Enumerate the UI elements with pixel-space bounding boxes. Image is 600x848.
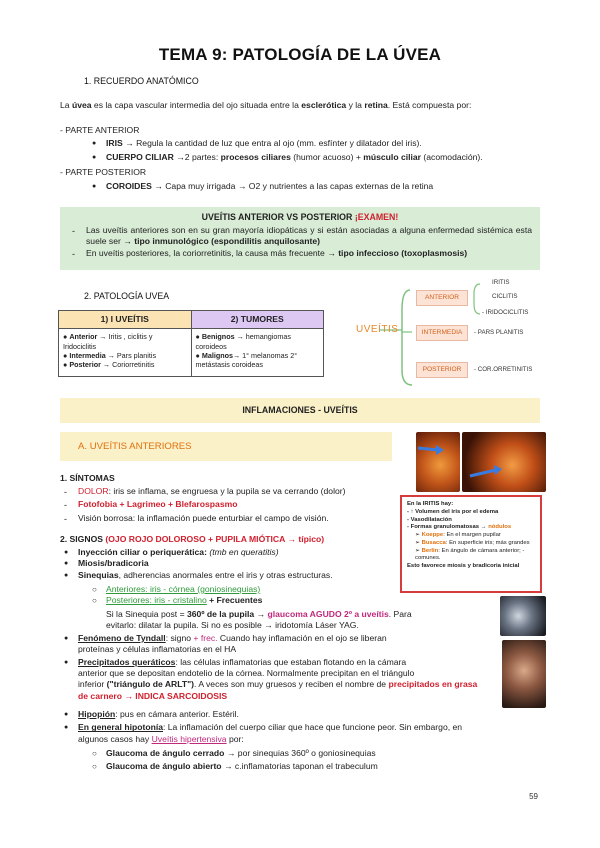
list-item: ○ Posteriores: iris - cristalino + Frecuentes xyxy=(92,595,412,606)
list-item: ● Sinequias, adherencias anormales entre el iris y otras estructuras. xyxy=(64,570,544,581)
hypertensive-causes-list xyxy=(92,748,532,773)
iris-photo-1 xyxy=(416,432,460,492)
anterior-part-label: - PARTE ANTERIOR xyxy=(60,125,140,135)
table-cell-tumors: ● Benignos → hemangiomas coroideos ● Malignos→ 1° melanomas 2° metástasis coroideas xyxy=(191,329,324,377)
posterior-part-label: - PARTE POSTERIOR xyxy=(60,167,147,177)
list-item: - Visión borrosa: la inflamación puede enturbiar el campo de visión. xyxy=(64,513,394,524)
list-item: ● Precipitados queráticos: las células inflamatorias que estaban flotando en la cámara anterior que se depositan endotelio de la córnea. Normalmente precipitan en el triángulo inferior ("triángulo de ARLT"). A veces son muy gruesos y reciben el nombre de precipitados en grasa de carnero → INDICA SARCOIDOSIS xyxy=(64,657,500,702)
mind-map-leaf-iridociclitis: - IRIDOCICLITIS xyxy=(482,309,529,316)
symptoms-heading: 1. SÍNTOMAS xyxy=(60,473,115,483)
section-heading-anatomy: 1. RECUERDO ANATÓMICO xyxy=(84,76,199,86)
keratic-precipitates-photo xyxy=(502,640,546,708)
table-cell-uveitis: ● Anterior → Iritis , ciclitis y Iridociclitis ● Intermedia → Pars planitis ● Posterior → Coriorretinitis xyxy=(59,329,192,377)
list-item: ● Hipopión: pus en cámara anterior. Estéril. xyxy=(64,709,546,720)
signs-heading: 2. SIGNOS (OJO ROJO DOLOROSO + PUPILA MIÓTICA → típico) xyxy=(60,534,325,544)
intro-paragraph: La úvea es la capa vascular intermedia del ojo situada entre la esclerótica y la retina. Está compuesta por: xyxy=(60,100,472,110)
list-item: ● CUERPO CILIAR →2 partes: procesos ciliares (humor acuoso) + músculo ciliar (acomodación). xyxy=(92,152,552,163)
anterior-part-list xyxy=(92,138,552,164)
signs-list-3 xyxy=(64,709,546,745)
posterior-part-list xyxy=(92,181,552,192)
list-item: - En uveítis posteriores, la coriorretinitis, la causa más frecuente → tipo infeccioso (toxoplasmosis) xyxy=(72,248,532,259)
page-title: TEMA 9: PATOLOGÍA DE LA ÚVEA xyxy=(158,45,442,64)
signs-list xyxy=(64,547,544,581)
iris-photo-2 xyxy=(462,432,546,492)
mind-map-branch-posterior: POSTERIOR xyxy=(416,362,468,378)
section-bar-inflammations: INFLAMACIONES - UVEÍTIS xyxy=(60,398,540,423)
iritis-callout-box: En la IRITIS hay: - ↑ Volumen del iris por el edema - Vasodilatación - Formas granulomatosas → nódulos ➢ Koeppe: En el margen pupilar ➢ Busacca: En superficie iris; más grandes ➢ Berlin: En ángulo de cámara anterior; - comunes. Esto favorece miosis y bradicoria inicial xyxy=(400,495,542,593)
exam-note-heading: UVEÍTIS ANTERIOR VS POSTERIOR ¡EXAMEN! xyxy=(201,212,399,222)
mind-map-leaf-pars-planitis: - PARS PLANITIS xyxy=(474,329,524,336)
list-item: - DOLOR: iris se inflama, se engruesa y la pupila se va cerrando (dolor) xyxy=(64,486,394,497)
mind-map-branch-anterior: ANTERIOR xyxy=(416,290,468,306)
list-item: ● Inyección ciliar o periquerática: (tmb en queratitis) xyxy=(64,547,544,558)
list-item: ● IRIS → Regula la cantidad de luz que entra al ojo (mm. esfínter y dilatador del iris). xyxy=(92,138,552,149)
mind-map-branch-intermedia: INTERMEDIA xyxy=(416,325,468,341)
table-header-uveitis: 1) I UVEÍTIS xyxy=(59,311,192,329)
list-item: ○ Anteriores: iris - córnea (goniosinequias) xyxy=(92,584,412,595)
mind-map-leaf-iritis: IRITIS xyxy=(492,279,510,286)
list-item: ● COROIDES → Capa muy irrigada → O2 y nutrientes a las capas externas de la retina xyxy=(92,181,552,192)
exam-note-box xyxy=(60,207,540,270)
mind-map-leaf-coriorretinitis: - COR.ORRETINITIS xyxy=(474,366,533,373)
synechiae-list xyxy=(92,584,412,607)
exam-note-list xyxy=(68,225,532,260)
list-item: ● En general hipotonía: La inflamación del cuerpo ciliar que hace que funcione peor. Sin embargo, en algunos casos hay Uveítis hipertensiva por: xyxy=(64,722,546,745)
arrow-icon xyxy=(416,432,460,492)
mind-map-root: UVEÍTIS xyxy=(356,324,399,335)
signs-list-2 xyxy=(64,633,500,702)
synechiae-note: Si la Sinequia post = 360º de la pupila → glaucoma AGUDO 2º a uveítis. Para evitarlo: dilatar la pupila. Si no es posible → iridotomía Láser YAG. xyxy=(106,609,412,631)
slit-lamp-photo xyxy=(500,596,546,636)
mind-map-leaf-ciclitis: CICLITIS xyxy=(492,293,518,300)
list-item: ● Fenómeno de Tyndall: signo + frec. Cuando hay inflamación en el ojo se liberan proteínas y células inflamatorias en el HA xyxy=(64,633,500,656)
list-item: ● Miosis/bradicoria xyxy=(64,558,544,569)
list-item: ○ Glaucoma de ángulo abierto → c.inflamatorias taponan el trabeculum xyxy=(92,761,532,772)
list-item: - Fotofobia + Lagrimeo + Blefarospasmo xyxy=(64,499,394,510)
page-number: 59 xyxy=(529,792,538,801)
section-bar-anterior-uveitis: A. UVEÍTIS ANTERIORES xyxy=(60,432,392,461)
list-item: ○ Glaucoma de ángulo cerrado → por sinequias 360º o goniosinequias xyxy=(92,748,532,759)
section-heading-pathology: 2. PATOLOGÍA UVEA xyxy=(84,291,170,301)
table-header-tumors: 2) TUMORES xyxy=(191,311,324,329)
list-item: - Las uveítis anteriores son en su gran mayoría idiopáticas y si están asociadas a alguna enfermedad sistémica esta suele ser → tipo inmunológico (espondilitis anquilosante) xyxy=(72,225,532,248)
symptoms-list xyxy=(64,486,394,524)
arrow-icon xyxy=(462,432,546,492)
pathology-table xyxy=(58,310,324,377)
